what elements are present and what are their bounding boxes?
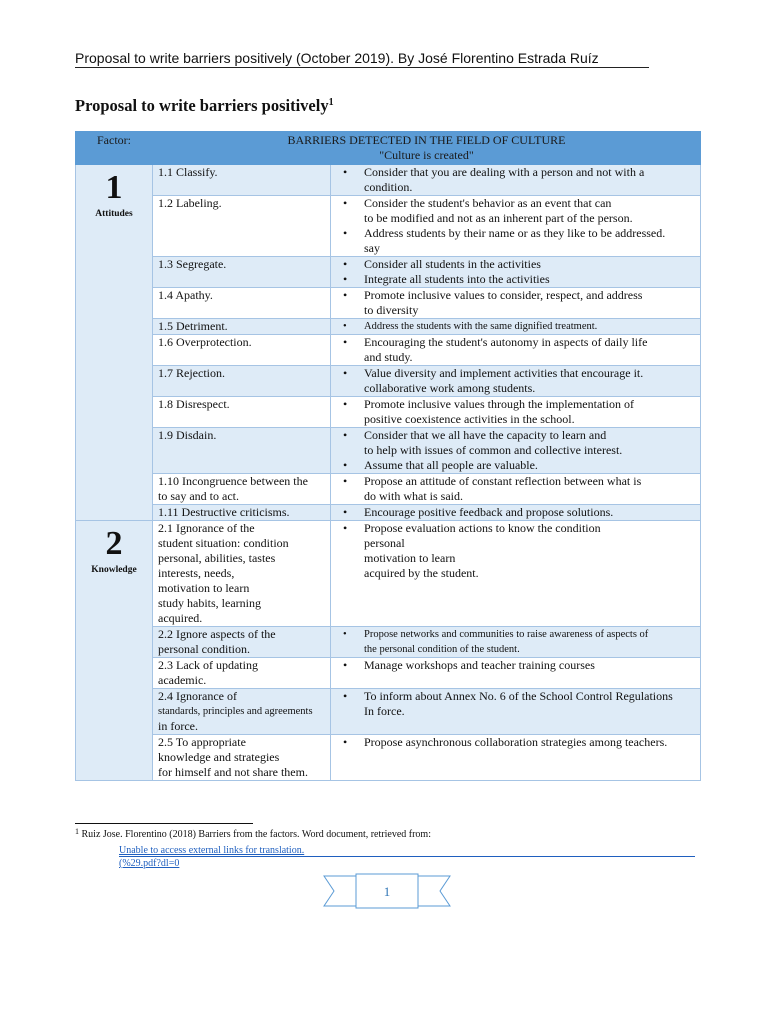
table-row <box>76 689 701 735</box>
proposal-text: • Value diversity and implement activities that encourage it. <box>364 366 644 380</box>
barrier-text: study habits, learning <box>158 596 261 610</box>
proposal-cell <box>331 366 701 397</box>
proposal-cell <box>331 288 701 319</box>
proposal-text: the personal condition of the student. <box>364 644 520 655</box>
barrier-text: 1.8 Disrespect. <box>158 397 230 411</box>
factor-number: 2 <box>105 525 123 562</box>
footnote-text: Ruiz Jose. Florentino (2018) Barriers from the factors. Word document, retrieved from: <box>81 829 431 840</box>
barrier-cell <box>153 689 331 735</box>
barrier-cell <box>153 319 331 335</box>
proposal-item <box>336 474 695 504</box>
barrier-cell <box>153 505 331 521</box>
proposal-text: • Manage workshops and teacher training courses <box>364 658 595 672</box>
barrier-text: 1.4 Apathy. <box>158 288 213 302</box>
barrier-cell <box>153 474 331 505</box>
footnote <box>75 829 431 841</box>
proposal-list <box>336 735 695 750</box>
barrier-text: personal, abilities, tastes <box>158 551 276 565</box>
proposal-text: • Consider that you are dealing with a person and not with a <box>364 165 645 179</box>
table-header-title <box>153 132 701 165</box>
proposal-item <box>336 397 695 427</box>
proposal-item <box>336 288 695 318</box>
proposal-text: and study. <box>364 350 413 364</box>
table-row <box>76 735 701 781</box>
proposal-item <box>336 196 695 226</box>
proposal-list <box>336 257 695 287</box>
proposal-text: • Encouraging the student's autonomy in aspects of daily life <box>364 335 648 349</box>
proposal-cell <box>331 658 701 689</box>
proposal-item <box>336 257 695 272</box>
barrier-cell <box>153 521 331 627</box>
barrier-text: 2.1 Ignorance of the <box>158 521 255 535</box>
proposal-cell <box>331 196 701 257</box>
barrier-text: 2.4 Ignorance of <box>158 689 237 703</box>
table-subtitle: "Culture is created" <box>379 148 474 162</box>
proposal-list <box>336 335 695 365</box>
factor-name: Knowledge <box>91 565 137 575</box>
barrier-text: 1.9 Disdain. <box>158 428 217 442</box>
barrier-cell <box>153 627 331 658</box>
table-row <box>76 474 701 505</box>
factor-header: Factor: <box>76 132 153 165</box>
proposal-text: In force. <box>364 704 405 718</box>
proposal-text: • Propose evaluation actions to know the condition <box>364 521 601 535</box>
table-row <box>76 196 701 257</box>
proposal-list <box>336 319 695 334</box>
barrier-cell <box>153 735 331 781</box>
barrier-text: academic. <box>158 673 207 687</box>
proposal-item <box>336 505 695 520</box>
proposal-cell <box>331 397 701 428</box>
proposal-cell <box>331 735 701 781</box>
proposal-cell <box>331 165 701 196</box>
proposal-text: to diversity <box>364 303 419 317</box>
proposal-list <box>336 288 695 318</box>
proposal-list <box>336 397 695 427</box>
barrier-cell <box>153 658 331 689</box>
factor-name: Attitudes <box>95 209 133 219</box>
proposal-item <box>336 165 695 195</box>
proposal-text: do with what is said. <box>364 489 463 503</box>
proposal-text: say <box>364 241 380 255</box>
barrier-cell <box>153 165 331 196</box>
footnote-number: 1 <box>75 827 79 836</box>
proposal-item <box>336 689 695 719</box>
barrier-text: standards, principles and agreements <box>158 706 313 717</box>
proposal-cell <box>331 627 701 658</box>
footnote-reference[interactable]: 1 <box>328 97 334 108</box>
proposal-text: to help with issues of common and collective interest. <box>364 443 623 457</box>
proposal-text: • Consider that we all have the capacity to learn and <box>364 428 607 442</box>
proposal-list <box>336 474 695 504</box>
barrier-text: 1.5 Detriment. <box>158 319 228 333</box>
proposal-text: • Encourage positive feedback and propose solutions. <box>364 505 614 519</box>
proposal-text: • Address the students with the same dignified treatment. <box>364 321 598 332</box>
proposal-text: • Propose networks and communities to raise awareness of aspects of <box>364 629 649 640</box>
proposal-text: collaborative work among students. <box>364 381 536 395</box>
factor-cell <box>76 165 153 521</box>
table-row <box>76 319 701 335</box>
proposal-text: • Address students by their name or as they like to be addressed. <box>364 226 666 240</box>
barrier-cell <box>153 288 331 319</box>
table-row <box>76 288 701 319</box>
factor-number: 1 <box>105 169 123 206</box>
proposal-text: • Propose an attitude of constant reflection between what is <box>364 474 642 488</box>
barriers-table <box>75 131 701 781</box>
barrier-text: 2.5 To appropriate <box>158 735 246 749</box>
proposal-text: • Assume that all people are valuable. <box>364 458 538 472</box>
document-title <box>75 96 334 116</box>
barrier-text: acquired. <box>158 611 203 625</box>
barrier-text: 1.1 Classify. <box>158 165 218 179</box>
table-row <box>76 627 701 658</box>
table-row <box>76 366 701 397</box>
proposal-item <box>336 521 695 581</box>
footnote-separator <box>75 823 253 824</box>
proposal-item <box>336 226 695 256</box>
barrier-text: for himself and not share them. <box>158 765 308 779</box>
barrier-text: 1.6 Overprotection. <box>158 335 252 349</box>
proposal-item <box>336 272 695 287</box>
barrier-text: 1.11 Destructive criticisms. <box>158 505 290 519</box>
proposal-item <box>336 458 695 473</box>
proposal-text: acquired by the student. <box>364 566 479 580</box>
proposal-cell <box>331 428 701 474</box>
proposal-text: condition. <box>364 180 413 194</box>
proposal-cell <box>331 319 701 335</box>
page-number: 1 <box>383 884 391 899</box>
table-row <box>76 428 701 474</box>
proposal-cell <box>331 474 701 505</box>
barrier-text: 1.7 Rejection. <box>158 366 225 380</box>
proposal-text: • Propose asynchronous collaboration strategies among teachers. <box>364 735 668 749</box>
footnote-link-underline <box>119 856 695 857</box>
document-title-text: Proposal to write barriers positively <box>75 96 329 115</box>
barrier-text: 1.10 Incongruence between the <box>158 474 308 488</box>
barrier-cell <box>153 335 331 366</box>
proposal-list <box>336 658 695 673</box>
barrier-text: to say and to act. <box>158 489 239 503</box>
proposal-item <box>336 366 695 396</box>
table-title: BARRIERS DETECTED IN THE FIELD OF CULTURE <box>287 133 566 147</box>
proposal-text: • Consider the student's behavior as an event that can <box>364 196 612 210</box>
proposal-list <box>336 196 695 256</box>
proposal-item <box>336 735 695 750</box>
barrier-text: 1.2 Labeling. <box>158 196 222 210</box>
table-header-row <box>76 132 701 165</box>
table-row <box>76 257 701 288</box>
proposal-item <box>336 428 695 458</box>
barrier-cell <box>153 428 331 474</box>
proposal-list <box>336 428 695 473</box>
barrier-text: motivation to learn <box>158 581 250 595</box>
proposal-text: • Promote inclusive values to consider, respect, and address <box>364 288 643 302</box>
barrier-text: 2.2 Ignore aspects of the <box>158 627 276 641</box>
proposal-list <box>336 165 695 195</box>
barrier-text: 2.3 Lack of updating <box>158 658 258 672</box>
barrier-text: 1.3 Segregate. <box>158 257 227 271</box>
proposal-text: motivation to learn <box>364 551 456 565</box>
proposal-cell <box>331 257 701 288</box>
proposal-cell <box>331 689 701 735</box>
barrier-text: student situation: condition <box>158 536 289 550</box>
table-row <box>76 658 701 689</box>
barrier-cell <box>153 257 331 288</box>
footnote-link-continued[interactable]: (%29.pdf?dl=0 <box>119 858 180 869</box>
table-row <box>76 397 701 428</box>
proposal-text: positive coexistence activities in the school. <box>364 412 575 426</box>
barrier-text: in force. <box>158 719 198 733</box>
proposal-text: to be modified and not as an inherent part of the person. <box>364 211 633 225</box>
footnote-link[interactable]: Unable to access external links for translation. <box>119 845 305 856</box>
proposal-item <box>336 627 695 657</box>
table-row <box>76 505 701 521</box>
proposal-text: • To inform about Annex No. 6 of the School Control Regulations <box>364 689 673 703</box>
proposal-cell <box>331 505 701 521</box>
proposal-text: • Consider all students in the activities <box>364 257 541 271</box>
proposal-cell <box>331 335 701 366</box>
barrier-text: interests, needs, <box>158 566 235 580</box>
barrier-text: personal condition. <box>158 642 250 656</box>
proposal-list <box>336 627 695 657</box>
proposal-text: • Promote inclusive values through the implementation of <box>364 397 634 411</box>
proposal-list <box>336 505 695 520</box>
proposal-list <box>336 366 695 396</box>
proposal-list <box>336 689 695 719</box>
proposal-list <box>336 521 695 581</box>
barrier-text: knowledge and strategies <box>158 750 280 764</box>
barrier-cell <box>153 397 331 428</box>
proposal-item <box>336 335 695 365</box>
proposal-item <box>336 319 695 334</box>
table-row <box>76 335 701 366</box>
proposal-cell <box>331 521 701 627</box>
proposal-text: personal <box>364 536 405 550</box>
proposal-text: • Integrate all students into the activities <box>364 272 550 286</box>
proposal-item <box>336 658 695 673</box>
barrier-cell <box>153 196 331 257</box>
running-header: Proposal to write barriers positively (October 2019). By José Florentino Estrada Ruíz <box>75 50 649 68</box>
table-row <box>76 521 701 627</box>
barrier-cell <box>153 366 331 397</box>
factor-cell <box>76 521 153 781</box>
table-row <box>76 165 701 196</box>
